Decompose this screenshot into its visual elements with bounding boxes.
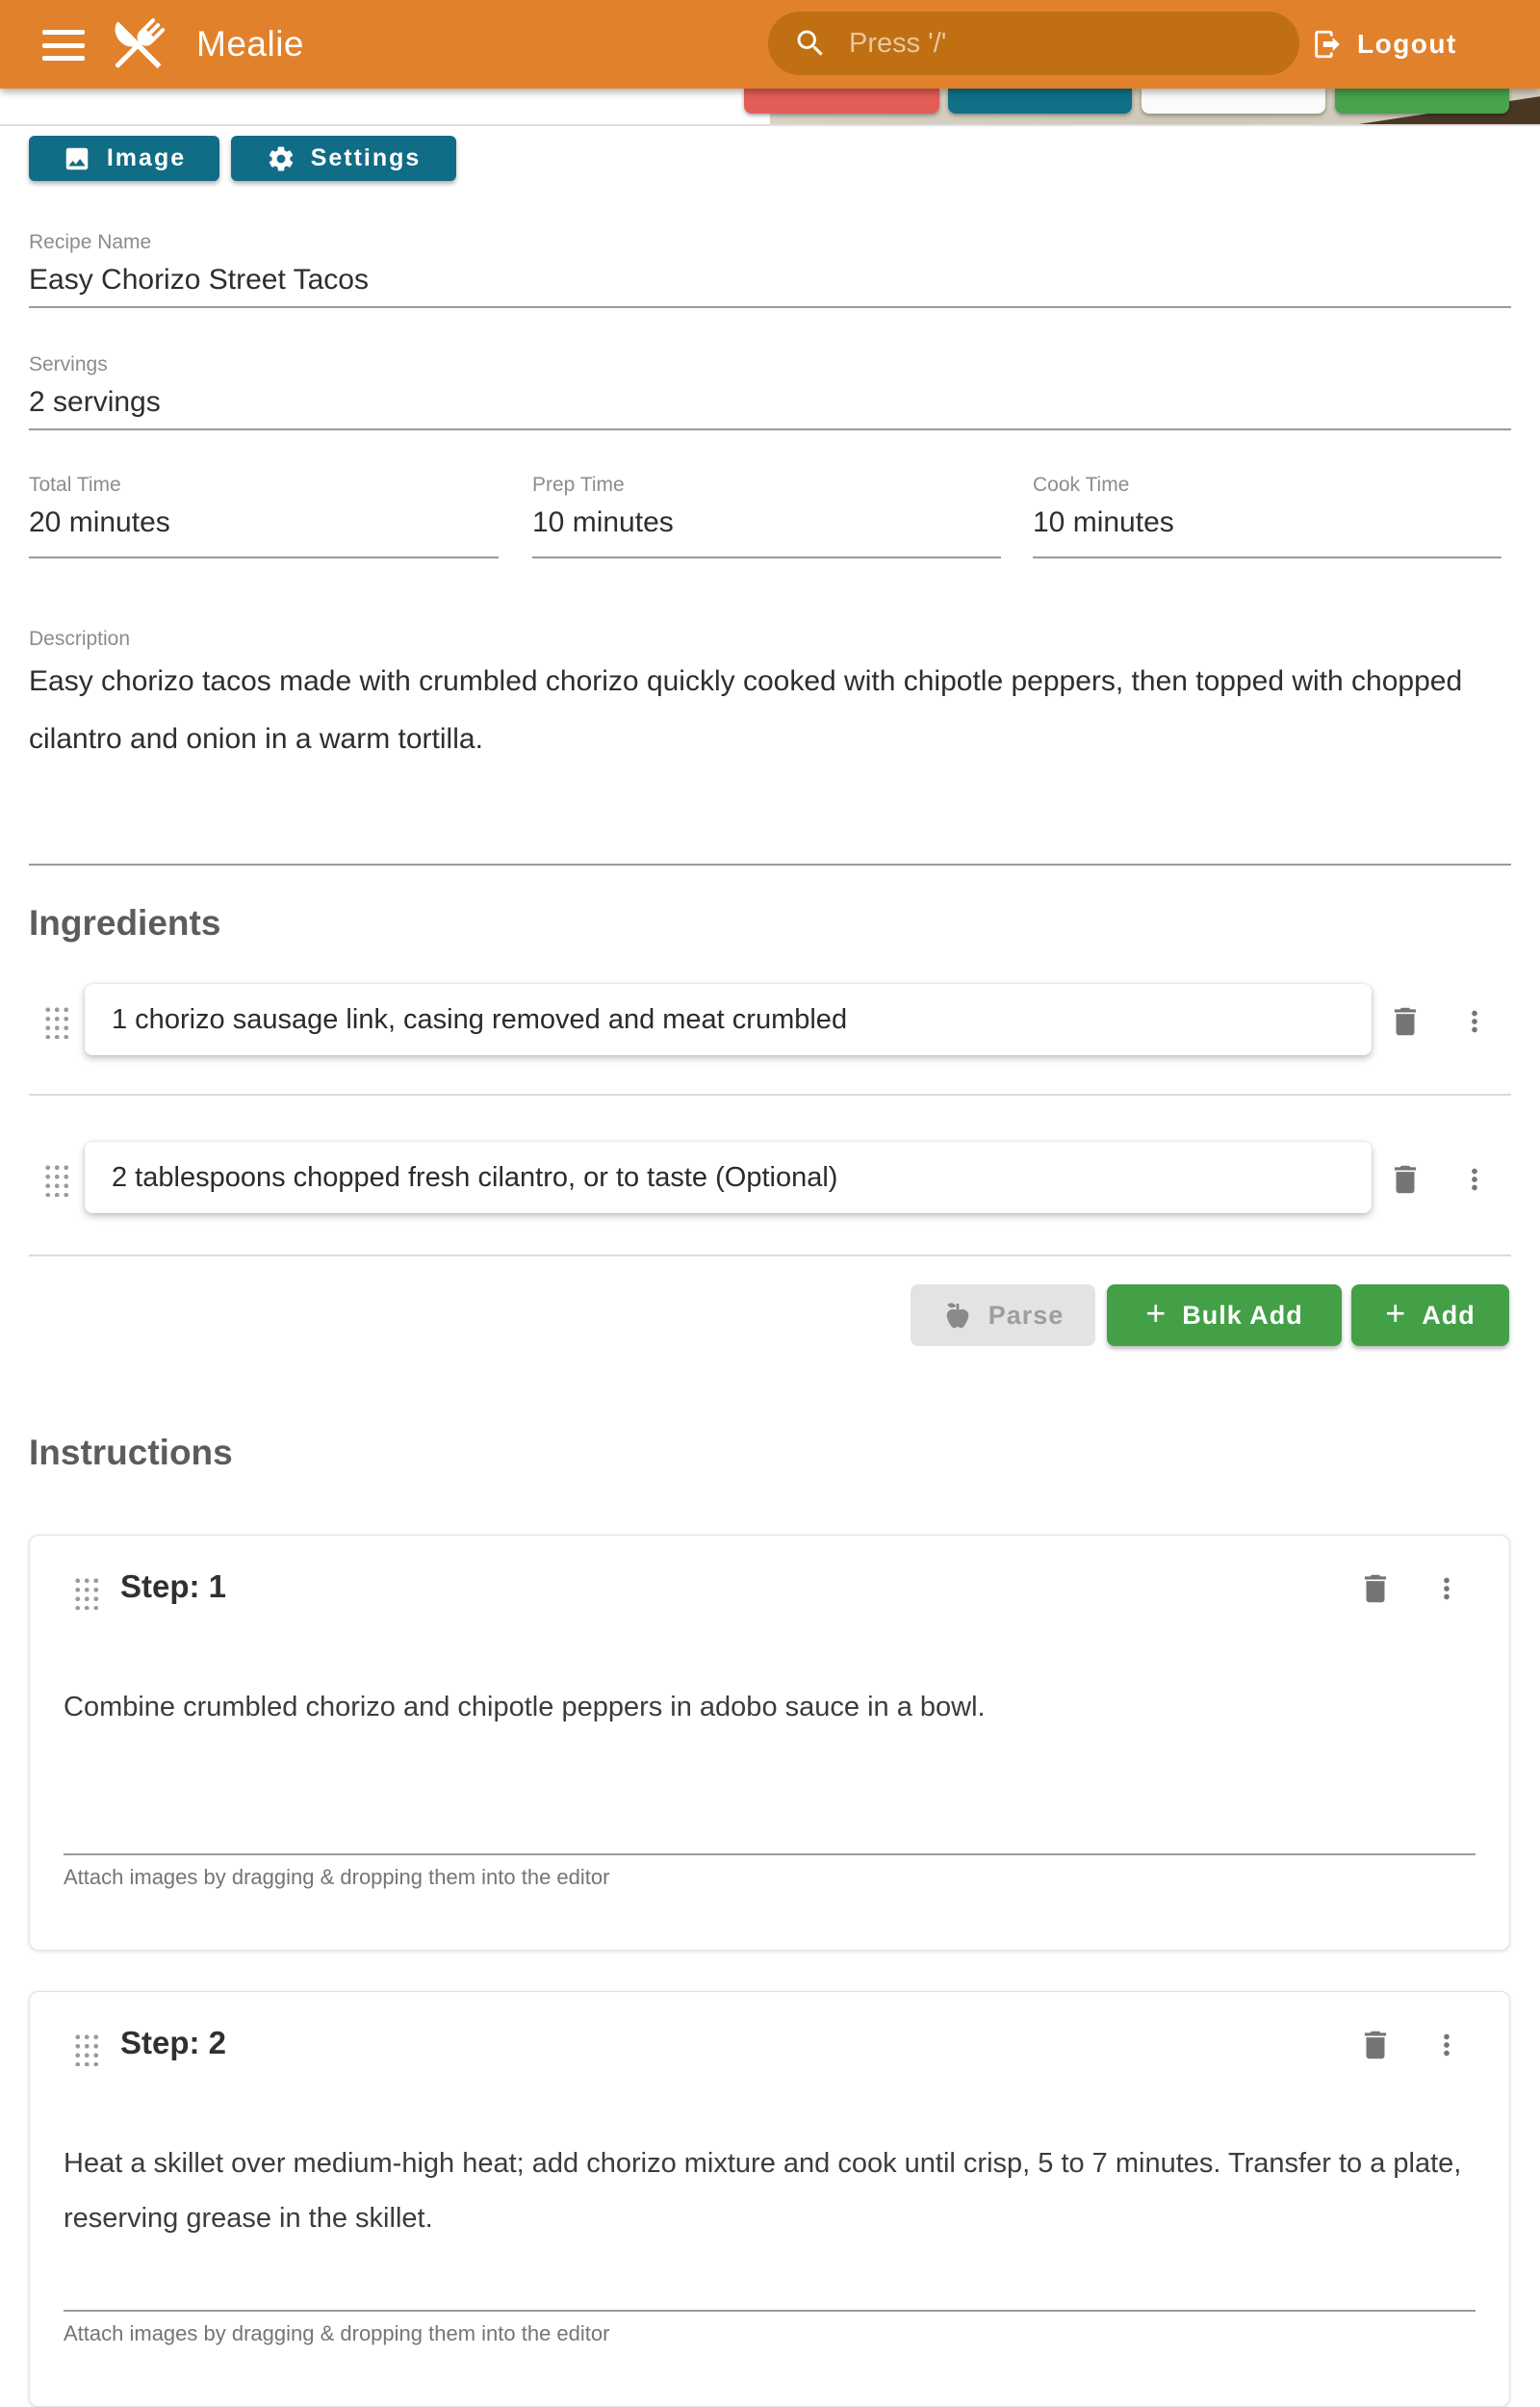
search-placeholder: Press '/' (849, 27, 947, 59)
step-card (29, 1535, 1510, 1951)
total-time-field (29, 474, 499, 558)
attach-hint: Attach images by dragging & dropping them into the editor (64, 2321, 610, 2345)
total-time-label: Total Time (29, 474, 121, 496)
total-time-value[interactable]: 20 minutes (29, 506, 170, 538)
editor-divider (64, 1853, 1476, 1855)
description-field (29, 628, 1511, 866)
image-button[interactable] (29, 136, 219, 181)
trash-icon[interactable] (1387, 1161, 1424, 1198)
step-title: Step: 2 (120, 2025, 227, 2060)
ingredient-input[interactable] (85, 984, 1372, 1055)
recipe-name-value[interactable]: Easy Chorizo Street Tacos (29, 264, 369, 296)
search-input[interactable] (768, 12, 1299, 75)
plus-icon: + (1145, 1293, 1168, 1333)
add-button[interactable] (1351, 1284, 1509, 1346)
prep-time-value[interactable]: 10 minutes (532, 506, 674, 538)
drag-handle[interactable] (43, 1005, 68, 1039)
divider (29, 1255, 1511, 1256)
content-top-divider (0, 124, 1540, 126)
settings-button-label: Settings (310, 144, 422, 171)
kebab-menu-icon[interactable] (1430, 1572, 1463, 1605)
recipe-name-label: Recipe Name (29, 231, 152, 253)
add-label: Add (1422, 1300, 1476, 1330)
logout-label: Logout (1357, 29, 1457, 59)
logout-icon (1311, 28, 1344, 61)
trash-icon[interactable] (1357, 2027, 1394, 2063)
step-card (29, 1991, 1510, 2407)
step-title: Step: 1 (120, 1568, 227, 1604)
ingredient-text: 1 chorizo sausage link, casing removed and meat crumbled (112, 1003, 848, 1035)
gear-icon (267, 144, 295, 173)
step-text-editor[interactable]: Combine crumbled chorizo and chipotle peppers in adobo sauce in a bowl. (64, 1692, 986, 1722)
settings-button[interactable] (231, 136, 456, 181)
attach-hint: Attach images by dragging & dropping them into the editor (64, 1865, 610, 1889)
prep-time-field (532, 474, 1001, 558)
menu-button[interactable] (42, 30, 85, 61)
drag-handle[interactable] (43, 1163, 68, 1197)
drag-handle[interactable] (73, 2032, 98, 2066)
kebab-menu-icon[interactable] (1458, 1163, 1491, 1196)
description-label: Description (29, 628, 131, 650)
kebab-menu-icon[interactable] (1430, 2029, 1463, 2061)
search-icon (793, 26, 828, 61)
ingredient-text: 2 tablespoons chopped fresh cilantro, or to taste (Optional) (112, 1161, 838, 1193)
partial-button-white[interactable] (1142, 89, 1325, 114)
apple-icon (942, 1300, 973, 1331)
mealie-logo-icon (102, 10, 173, 81)
menu-icon (42, 30, 85, 35)
app-title: Mealie (196, 24, 304, 64)
description-value[interactable]: Easy chorizo tacos made with crumbled chorizo quickly cooked with chipotle peppers, then topped with chopped cilantro and onion in a warm tortilla. (29, 665, 1463, 755)
partial-button-red[interactable] (744, 89, 939, 114)
recipe-name-field (29, 231, 1511, 308)
cook-time-value[interactable]: 10 minutes (1033, 506, 1174, 538)
partial-button-green[interactable] (1335, 89, 1509, 114)
servings-field (29, 353, 1511, 430)
cook-time-label: Cook Time (1033, 474, 1130, 496)
editor-divider (64, 2310, 1476, 2312)
drag-handle[interactable] (73, 1576, 98, 1610)
bulk-add-button[interactable] (1107, 1284, 1342, 1346)
parse-button[interactable] (911, 1284, 1095, 1346)
step-text-editor[interactable]: Heat a skillet over medium-high heat; add chorizo mixture and cook until crisp, 5 to 7 minutes. Transfer to a plate, reserving grease in the skillet. (64, 2148, 1462, 2234)
divider (29, 1094, 1511, 1096)
cook-time-field (1033, 474, 1502, 558)
image-button-label: Image (106, 144, 187, 171)
ingredient-input[interactable] (85, 1142, 1372, 1213)
trash-icon[interactable] (1387, 1003, 1424, 1040)
image-icon (63, 144, 91, 173)
servings-value[interactable]: 2 servings (29, 386, 161, 418)
app-bar (0, 0, 1540, 89)
parse-label: Parse (988, 1300, 1065, 1330)
instructions-title: Instructions (29, 1433, 233, 1472)
trash-icon[interactable] (1357, 1570, 1394, 1607)
logout-button[interactable] (1311, 0, 1457, 89)
prep-time-label: Prep Time (532, 474, 625, 496)
kebab-menu-icon[interactable] (1458, 1005, 1491, 1038)
bulk-add-label: Bulk Add (1182, 1300, 1303, 1330)
partial-button-teal[interactable] (948, 89, 1132, 114)
servings-label: Servings (29, 353, 108, 375)
ingredients-title: Ingredients (29, 903, 221, 943)
plus-icon: + (1385, 1293, 1407, 1333)
